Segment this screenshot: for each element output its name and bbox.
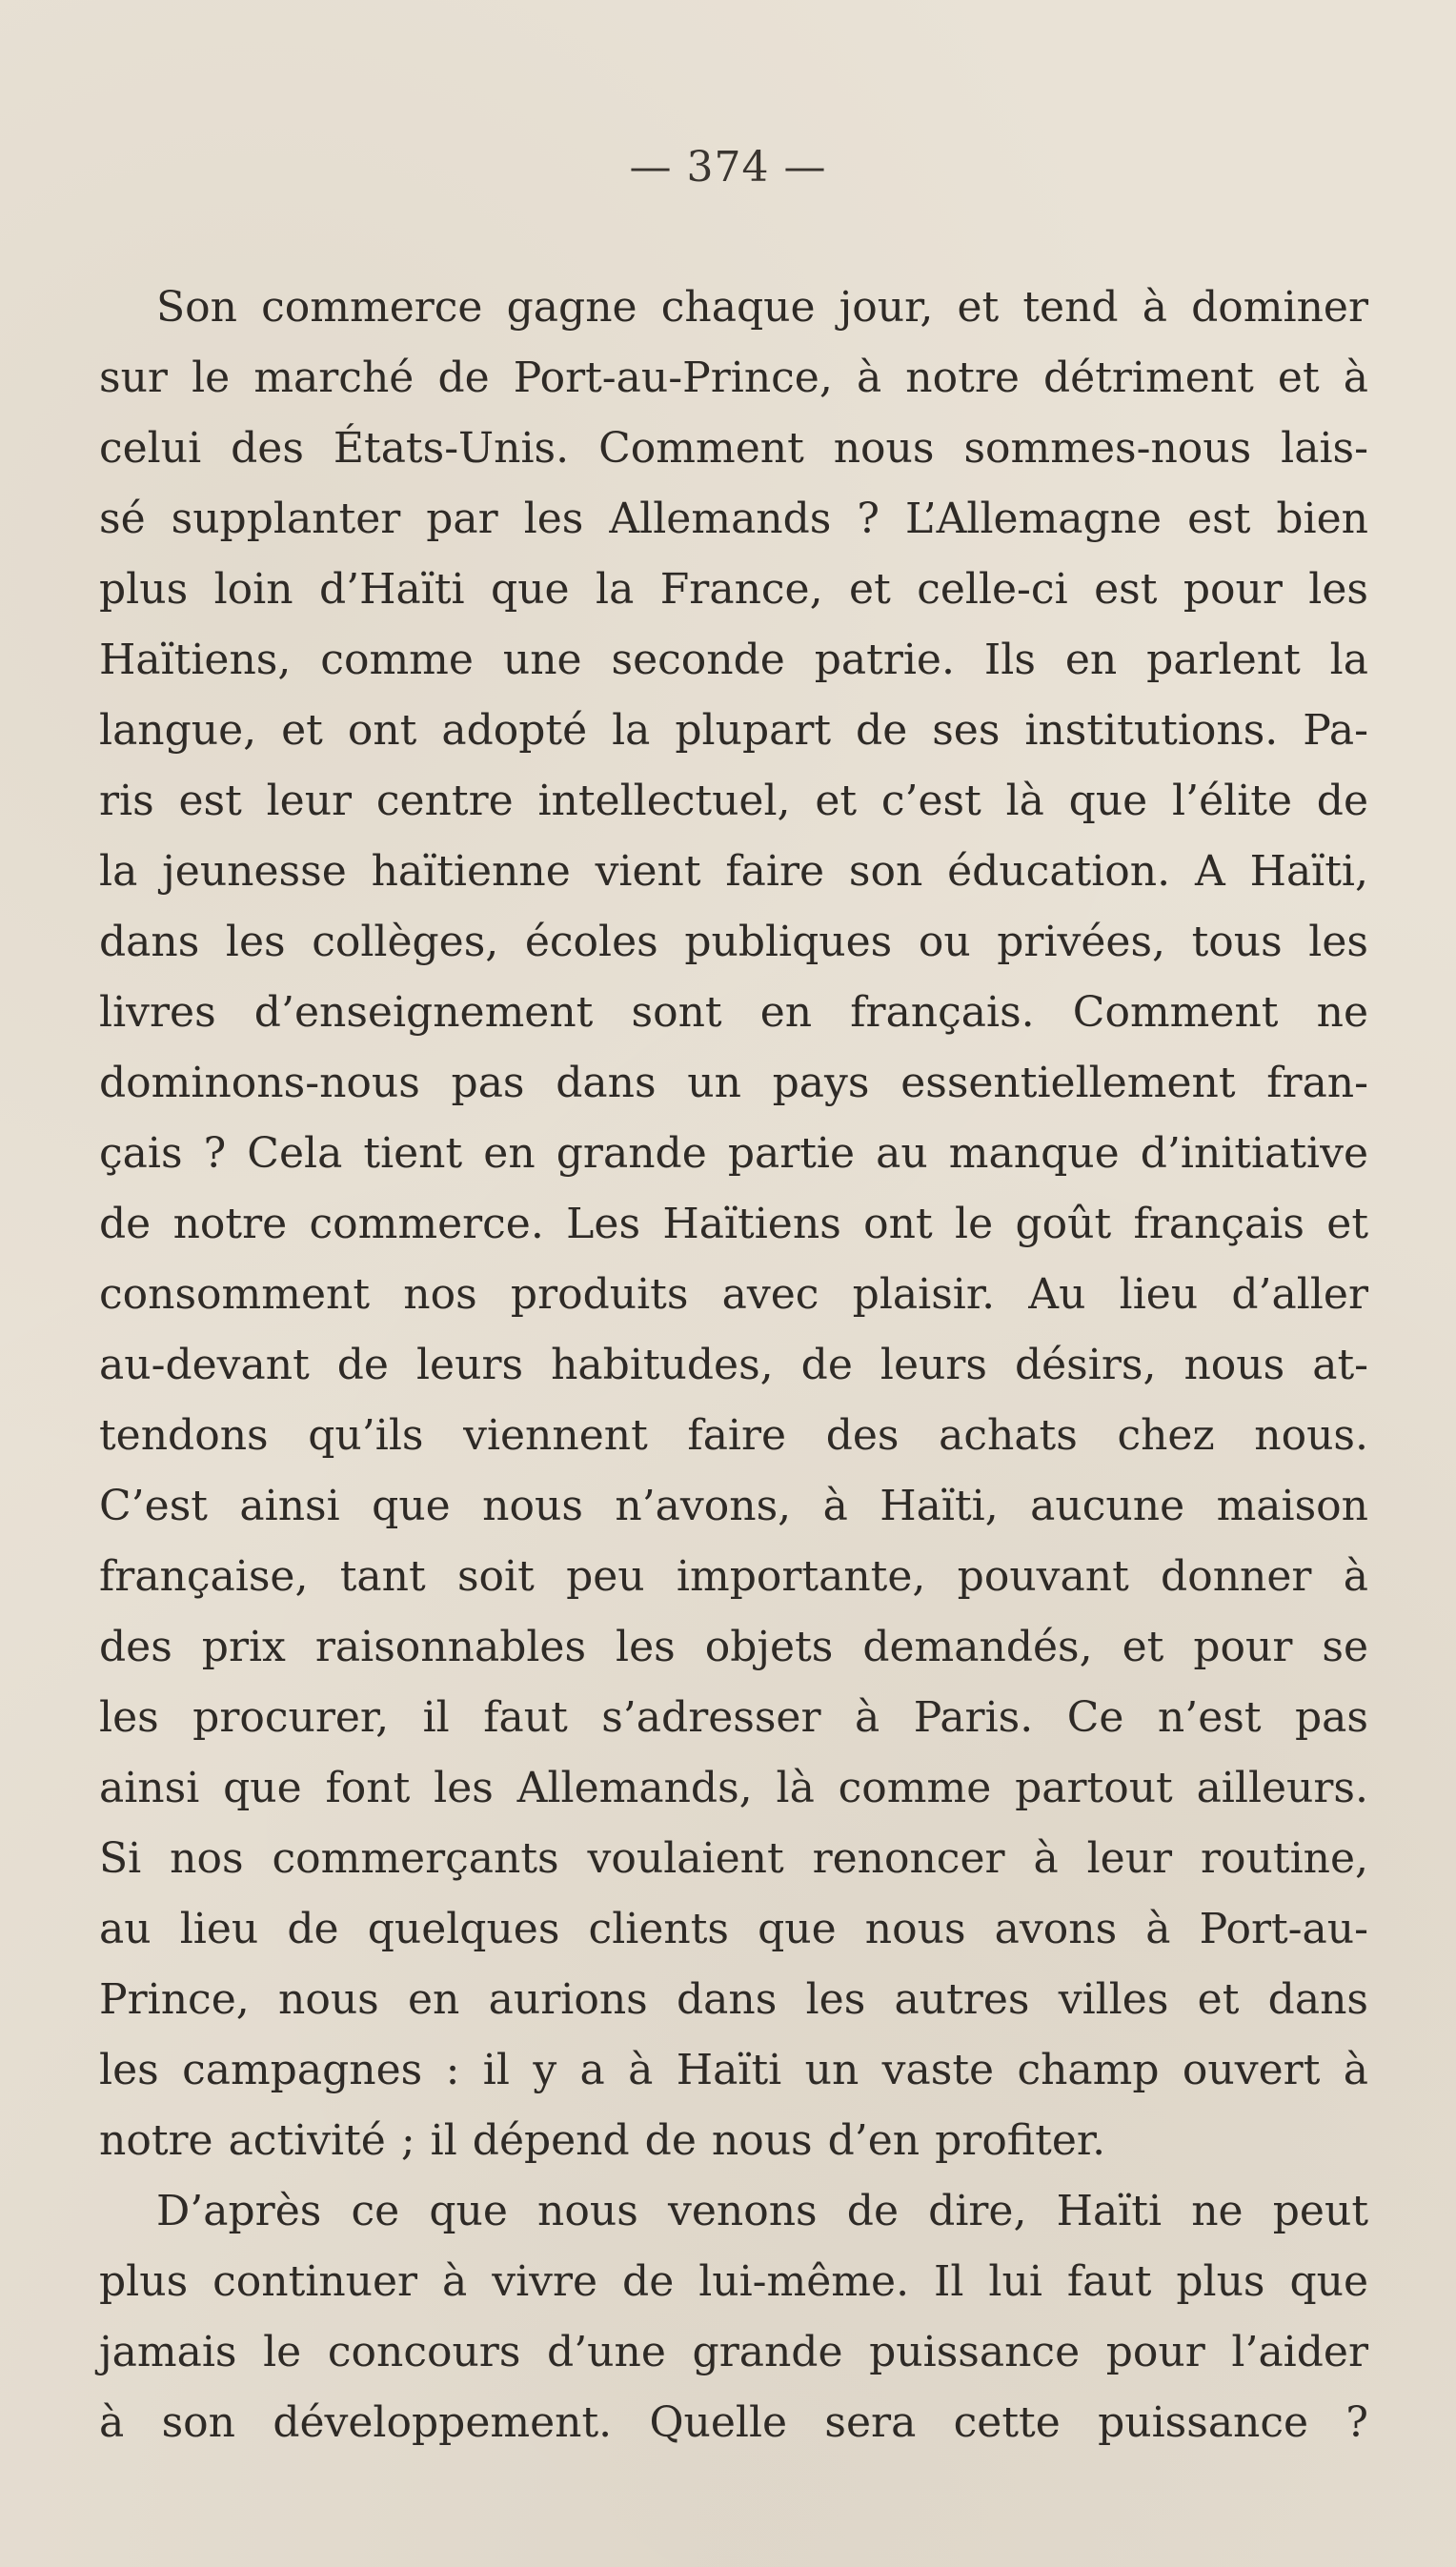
text-line: sur le marché de Port-au-Prince, à notre détriment et à xyxy=(99,354,1368,402)
text-line: Si nos commerçants voulaient renoncer à leur routine, xyxy=(99,1834,1368,1883)
text-line: plus loin d’Haïti que la France, et celle-ci est pour les xyxy=(99,565,1368,614)
text-line: à son développement. Quelle sera cette puissance ? xyxy=(99,2398,1368,2447)
page-number: — 374 — xyxy=(629,143,827,192)
text-line: C’est ainsi que nous n’avons, à Haïti, aucune maison xyxy=(99,1482,1368,1530)
text-line: livres d’enseignement sont en français. Comment ne xyxy=(99,988,1368,1037)
text-line: au lieu de quelques clients que nous avons à Port-au- xyxy=(99,1905,1368,1953)
text-line: française, tant soit peu importante, pouvant donner à xyxy=(99,1552,1368,1601)
text-line: D’après ce que nous venons de dire, Haïti ne peut xyxy=(156,2187,1368,2235)
text-line: çais ? Cela tient en grande partie au manque d’initiative xyxy=(99,1129,1368,1178)
text-line: les campagnes : il y a à Haïti un vaste champ ouvert à xyxy=(99,2046,1368,2094)
text-line: jamais le concours d’une grande puissance pour l’aider xyxy=(99,2328,1368,2376)
text-line: plus continuer à vivre de lui-même. Il lui faut plus que xyxy=(99,2257,1368,2306)
text-line: de notre commerce. Les Haïtiens ont le goût français et xyxy=(99,1200,1368,1248)
text-line: les procurer, il faut s’adresser à Paris. Ce n’est pas xyxy=(99,1693,1368,1742)
text-line: langue, et ont adopté la plupart de ses institutions. Pa- xyxy=(99,706,1368,755)
text-line: Prince, nous en aurions dans les autres villes et dans xyxy=(99,1975,1368,2024)
text-line: Son commerce gagne chaque jour, et tend à dominer xyxy=(156,283,1368,332)
text-line: des prix raisonnables les objets demandés, et pour se xyxy=(99,1623,1368,1671)
text-line: notre activité ; il dépend de nous d’en profiter. xyxy=(99,2116,1106,2165)
text-line: dans les collèges, écoles publiques ou privées, tous les xyxy=(99,918,1368,966)
text-line: ainsi que font les Allemands, là comme partout ailleurs. xyxy=(99,1764,1368,1812)
text-line: celui des États-Unis. Comment nous sommes-nous lais- xyxy=(99,424,1368,473)
text-line: consomment nos produits avec plaisir. Au lieu d’aller xyxy=(99,1270,1368,1319)
text-line: Haïtiens, comme une seconde patrie. Ils en parlent la xyxy=(99,636,1368,684)
text-line: ris est leur centre intellectuel, et c’est là que l’élite de xyxy=(99,777,1368,825)
paragraph xyxy=(99,2176,1368,2458)
paragraph xyxy=(99,273,1368,2176)
body-text xyxy=(99,273,1368,2458)
text-line: la jeunesse haïtienne vient faire son éducation. A Haïti, xyxy=(99,847,1368,896)
text-line: au-devant de leurs habitudes, de leurs désirs, nous at- xyxy=(99,1341,1368,1389)
text-line: sé supplanter par les Allemands ? L’Allemagne est bien xyxy=(99,495,1368,543)
text-line: dominons-nous pas dans un pays essentiellement fran- xyxy=(99,1059,1368,1107)
text-line: tendons qu’ils viennent faire des achats chez nous. xyxy=(99,1411,1368,1460)
